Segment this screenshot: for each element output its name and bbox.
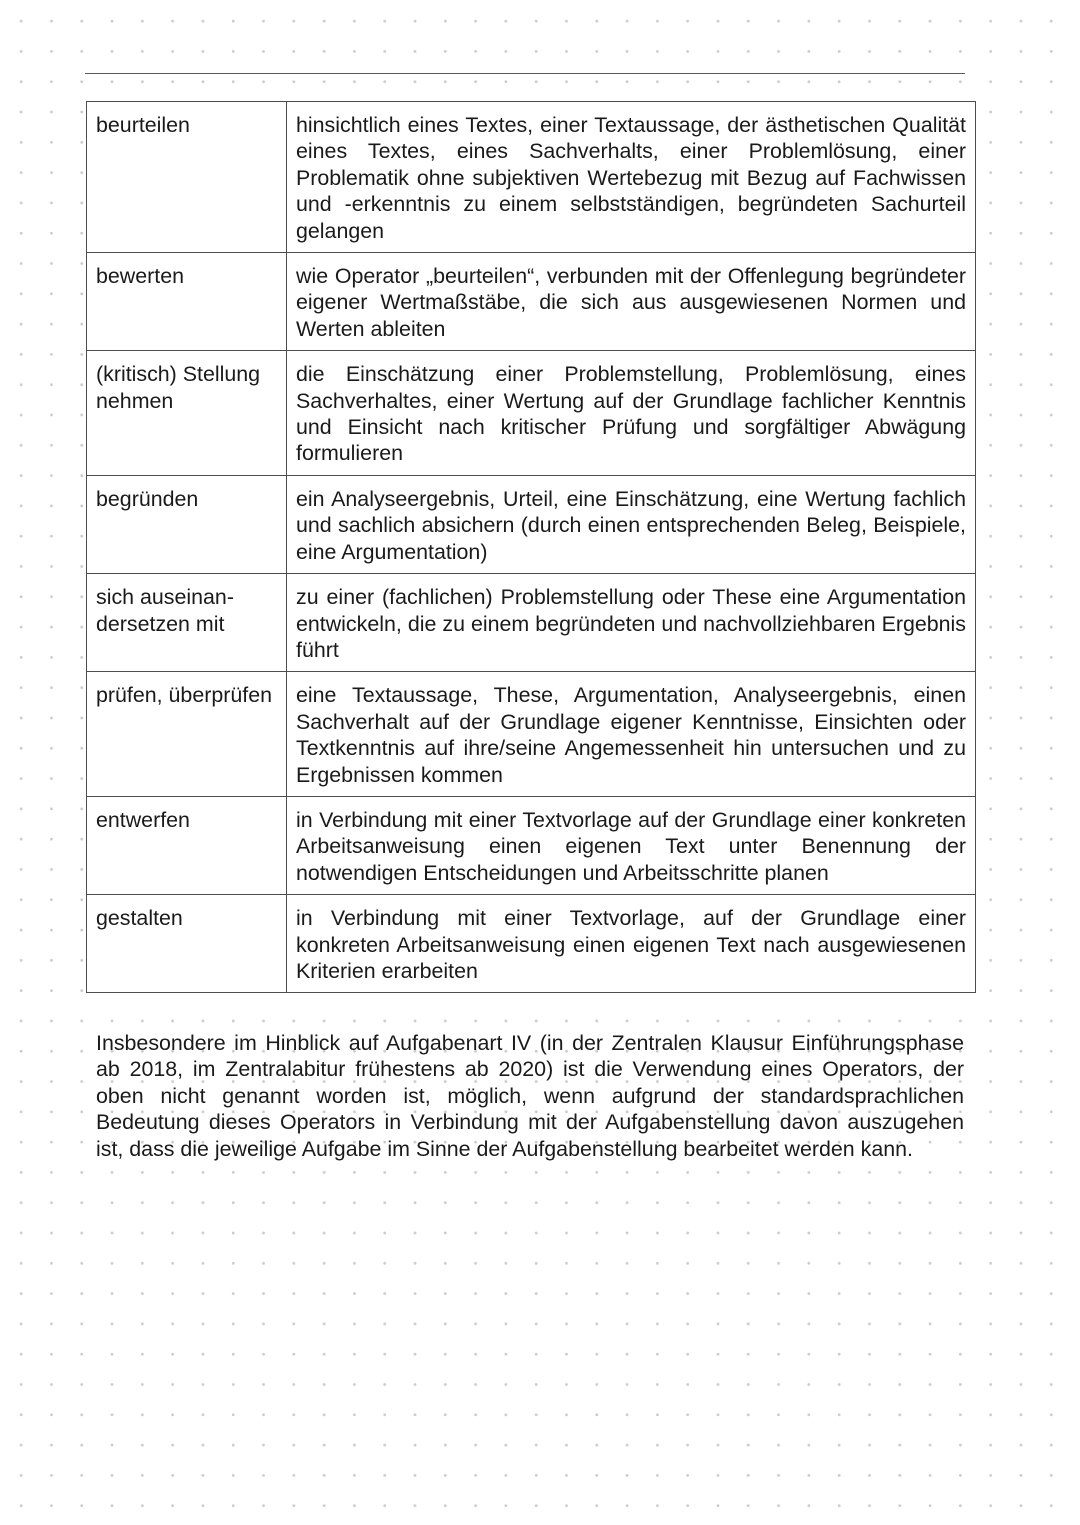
operator-term: prüfen, überprüfen — [87, 672, 287, 797]
operator-term: bewerten — [87, 253, 287, 351]
operator-description: in Verbindung mit einer Textvorlage, auf der Grundlage einer konkreten Arbeitsanweisung einen eigenen Text nach ausgewiesenen Kriterien erarbeiten — [287, 895, 976, 993]
operator-description: wie Operator „beurteilen“, verbunden mit der Offenlegung begründeter eigener Wertmaßstäbe, die sich aus ausgewiesenen Normen und Werten ableiten — [287, 253, 976, 351]
header-rule — [85, 73, 965, 74]
operator-term: begründen — [87, 475, 287, 573]
operator-description: zu einer (fachlichen) Problemstellung oder These eine Argumentation entwickeln, die zu einem begründeten und nachvollziehbaren Ergebnis führt — [287, 574, 976, 672]
operator-description: in Verbindung mit einer Textvorlage auf der Grundlage einer konkreten Arbeitsanweisung einen eigenen Text unter Benennung der notwendigen Entscheidungen und Arbeitsschritte planen — [287, 796, 976, 894]
operator-description: ein Analyseergebnis, Urteil, eine Einschätzung, eine Wertung fachlich und sachlich absichern (durch einen entsprechenden Beleg, Beispiele, eine Argumentation) — [287, 475, 976, 573]
table-row — [87, 672, 976, 797]
table-row — [87, 895, 976, 993]
operator-term: gestalten — [87, 895, 287, 993]
operator-term: beurteilen — [87, 102, 287, 253]
operator-term: (kritisch) Stellung nehmen — [87, 351, 287, 476]
table-row — [87, 102, 976, 253]
operator-term: sich auseinandersetzen mit — [87, 574, 287, 672]
table-row — [87, 253, 976, 351]
table-row — [87, 796, 976, 894]
note-paragraph: Insbesondere im Hinblick auf Aufgabenart IV (in der Zentralen Klausur Einführungsphase ab 2018, im Zentralabitur frühestens ab 2020) ist die Verwendung eines Operators, der oben nicht genannt worden ist, möglich, wenn aufgrund der standardsprachlichen Bedeutung dieses Operators in Verbindung mit der Aufgabenstellung davon auszugehen ist, dass die jeweilige Aufgabe im Sinne der Aufgabenstellung bearbeitet werden kann. — [96, 1031, 964, 1161]
table-row — [87, 475, 976, 573]
operator-term: entwerfen — [87, 796, 287, 894]
operator-description: hinsichtlich eines Textes, einer Textaussage, der ästhetischen Qualität eines Textes, eines Sachverhalts, einer Problemlösung, einer Problematik ohne subjektiven Wertebezug mit Bezug auf Fachwissen und -erkenntnis zu einem selbstständigen, begründeten Sachurteil gelangen — [287, 102, 976, 253]
operator-table — [86, 101, 976, 993]
operator-description: eine Textaussage, These, Argumentation, Analyseergebnis, einen Sachverhalt auf der Grundlage eigener Kenntnisse, Einsichten oder Textkenntnis auf ihre/seine Angemessenheit hin untersuchen und zu Ergebnissen kommen — [287, 672, 976, 797]
operator-description: die Einschätzung einer Problemstellung, Problemlösung, eines Sachverhaltes, einer Wertung auf der Grundlage fachlicher Kenntnis und Einsicht nach kritischer Prüfung und sorgfältiger Abwägung formulieren — [287, 351, 976, 476]
table-row — [87, 351, 976, 476]
table-row — [87, 574, 976, 672]
